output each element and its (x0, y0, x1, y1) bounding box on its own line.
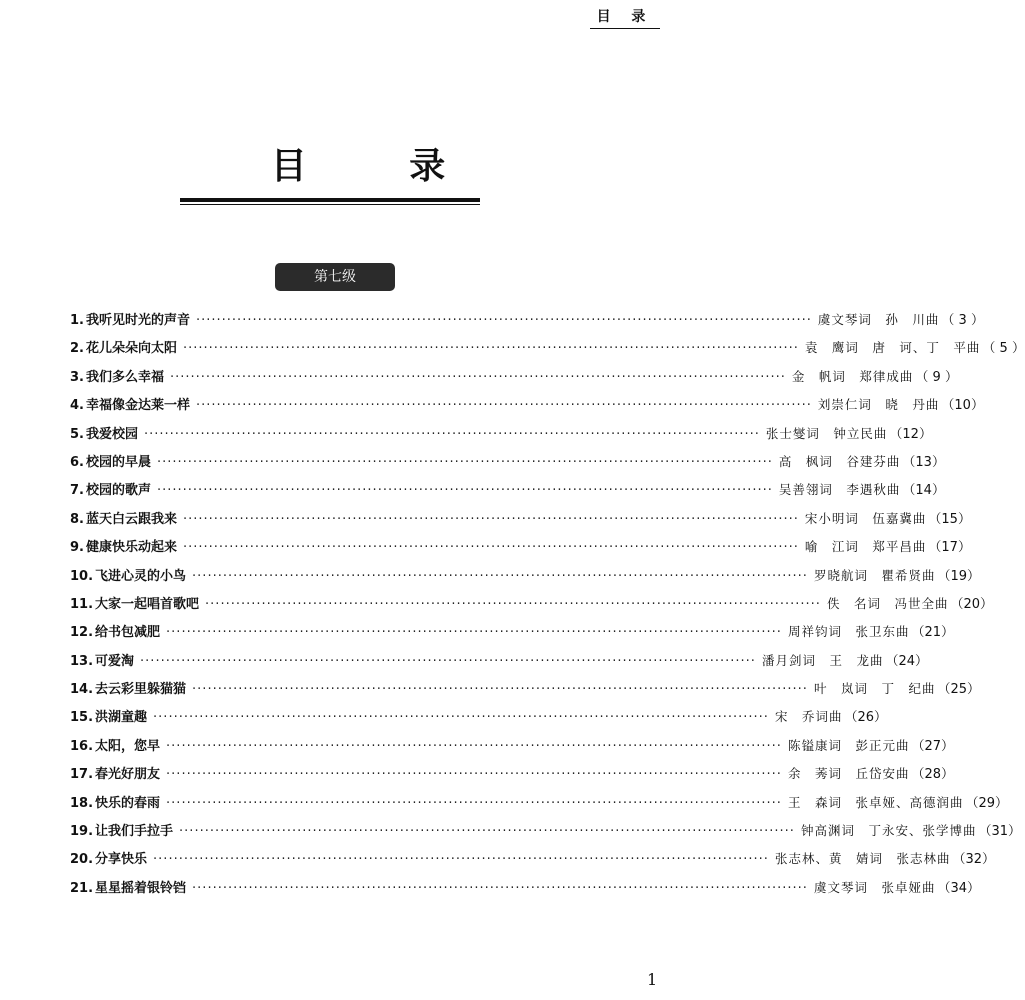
toc-entry-title: 可爱淘 (95, 653, 135, 669)
toc-entry-number: 7. (70, 483, 84, 499)
level-badge: 第七级 (275, 263, 395, 291)
toc-entry-title: 校园的歌声 (85, 483, 151, 499)
toc-entry (70, 479, 945, 507)
dot-leader: ························································································································ (166, 795, 782, 811)
toc-entry-number: 20. (70, 852, 94, 868)
toc-entry-number: 21. (70, 880, 94, 896)
toc-entry-number: 1. (70, 313, 84, 328)
toc-entry (70, 536, 971, 564)
toc-entry-page: （15） (928, 511, 971, 527)
toc-entry-title: 校园的早晨 (85, 454, 151, 470)
toc-entry-title: 我爱校园 (85, 426, 138, 442)
dot-leader: ························································································································ (192, 568, 808, 584)
toc-entry-page: （25） (937, 682, 980, 698)
toc-entry-page: （32） (952, 852, 995, 868)
toc-entry (70, 565, 980, 593)
dot-leader: ························································································································ (192, 880, 808, 896)
toc-entry (70, 678, 980, 706)
toc-entry (70, 735, 954, 763)
toc-entry-credits: 袁 鹰词 唐 诃、丁 平曲 (804, 340, 981, 356)
toc-entry-credits: 王 森词 张卓娅、高德润曲 (787, 794, 964, 810)
toc-entry (70, 650, 928, 678)
dot-leader: ························································································································ (170, 369, 786, 385)
toc-entry-credits: 张士燮词 钟立民曲 (765, 425, 888, 441)
toc-entry-credits: 佚 名词 冯世全曲 (826, 595, 949, 611)
toc-entry-number: 19. (70, 824, 94, 840)
toc-entry (70, 877, 980, 905)
toc-entry-number: 3. (70, 369, 84, 385)
toc-entry-page: （29） (965, 795, 1008, 811)
dot-leader: ························································································································ (196, 313, 812, 328)
toc-entry-number: 17. (70, 767, 94, 783)
toc-entry (70, 366, 958, 394)
dot-leader: ························································································································ (183, 341, 799, 357)
toc-entry-page: （17） (928, 540, 971, 556)
toc-entry-number: 11. (70, 596, 94, 612)
toc-entry-credits: 余 莠词 丘岱安曲 (787, 766, 910, 782)
toc-entry-page: （20） (950, 596, 993, 612)
toc-entry (70, 508, 971, 536)
toc-entry-page: （21） (911, 625, 954, 641)
toc-entry-number: 6. (70, 454, 84, 470)
dot-leader: ························································································································ (153, 710, 769, 726)
toc-entry (70, 621, 954, 649)
toc-entry-credits: 宋小明词 伍嘉冀曲 (804, 510, 927, 526)
toc-entry-credits: 吴善翎词 李遇秋曲 (778, 482, 901, 498)
toc-entry-page: （12） (889, 426, 932, 442)
toc-entry (70, 451, 945, 479)
toc-entry-title: 分享快乐 (95, 852, 148, 868)
toc-entry-number: 12. (70, 625, 94, 641)
toc-entry-title: 蓝天白云跟我来 (85, 511, 177, 527)
dot-leader: ························································································································ (153, 852, 769, 868)
toc-entry-page: （14） (902, 483, 945, 499)
dot-leader: ························································································································ (166, 738, 782, 754)
toc-entry-number: 10. (70, 568, 94, 584)
dot-leader: ························································································································ (196, 398, 812, 414)
toc-entry (70, 309, 984, 337)
toc-entry-credits: 张志林、黄 婧词 张志林曲 (774, 851, 951, 867)
toc-entry-credits: 叶 岚词 丁 纪曲 (813, 681, 936, 697)
toc-entry-number: 2. (70, 341, 84, 357)
toc-entry (70, 394, 984, 422)
toc-entry-page: （28） (911, 767, 954, 783)
toc-entry-title: 春光好朋友 (95, 767, 161, 783)
toc-entry-credits: 钟高渊词 丁永安、张学博曲 (800, 823, 977, 839)
title-rule-thin (180, 204, 480, 205)
toc-entry-number: 13. (70, 653, 94, 669)
toc-entry (70, 706, 887, 734)
toc-entry (70, 763, 954, 791)
toc-entry-page: （26） (844, 710, 887, 726)
dot-leader: ························································································································ (140, 653, 756, 669)
toc-entry-title: 幸福像金达莱一样 (85, 398, 190, 414)
toc-entry-page: （ 5 ） (982, 341, 1025, 357)
toc-entry-credits: 罗晓航词 瞿希贤曲 (813, 567, 936, 583)
toc-entry (70, 820, 1021, 848)
dot-leader: ························································································································ (144, 426, 760, 442)
toc-entry-credits: 陈镒康词 彭正元曲 (787, 737, 910, 753)
toc-entry-title: 太阳，您早 (95, 738, 161, 754)
toc-entry (70, 593, 993, 621)
toc-entry-title: 快乐的春雨 (95, 795, 161, 811)
toc-entry-page: （24） (885, 653, 928, 669)
toc-entry (70, 423, 932, 451)
dot-leader: ························································································································ (183, 540, 799, 556)
toc-entry-title: 大家一起唱首歌吧 (95, 596, 200, 612)
toc-entry-number: 9. (70, 540, 84, 556)
toc-entry-number: 18. (70, 795, 94, 811)
dot-leader: ························································································································ (179, 824, 795, 840)
toc-entry-credits: 金 帆词 郑律成曲 (791, 368, 914, 384)
running-head: 目 录 (590, 6, 660, 29)
dot-leader: ························································································································ (157, 454, 773, 470)
toc-entry-title: 星星摇着银铃铛 (95, 880, 187, 896)
toc-entry-title: 花儿朵朵向太阳 (85, 341, 177, 357)
toc-entry-page: （31） (978, 824, 1021, 840)
toc-entry-credits: 喻 江词 郑平昌曲 (804, 539, 927, 555)
page-number: 1 (647, 970, 658, 989)
toc-entry-title: 飞进心灵的小鸟 (95, 568, 187, 584)
dot-leader: ························································································································ (157, 483, 773, 499)
toc-entry-page: （27） (911, 738, 954, 754)
toc-entry-page: （19） (937, 568, 980, 584)
toc-entry-title: 让我们手拉手 (95, 824, 174, 840)
toc-entry-credits: 周祥钧词 张卫东曲 (787, 624, 910, 640)
toc-entry-number: 15. (70, 710, 94, 726)
dot-leader: ························································································································ (205, 596, 821, 612)
toc-entry-page: （ 3 ） (941, 313, 984, 328)
toc-entry-credits: 宋 乔词曲 (774, 709, 843, 725)
toc-entry-credits: 虞文琴词 张卓娅曲 (813, 879, 936, 895)
toc-entry-credits: 高 枫词 谷建芬曲 (778, 453, 901, 469)
toc-entry-number: 4. (70, 398, 84, 414)
toc-entry-title: 给书包减肥 (95, 625, 161, 641)
toc-entry-page: （34） (937, 880, 980, 896)
dot-leader: ························································································································ (183, 511, 799, 527)
toc-entry-page: （13） (902, 454, 945, 470)
dot-leader: ························································································································ (192, 682, 808, 698)
toc-entry (70, 337, 1025, 365)
toc-entry-page: （10） (941, 398, 984, 414)
toc-entry-number: 8. (70, 511, 84, 527)
toc-entry-number: 14. (70, 682, 94, 698)
toc-entry (70, 848, 995, 876)
toc-entry-title: 洪湖童趣 (95, 710, 148, 726)
toc-entry-credits: 刘崇仁词 晓 丹曲 (817, 397, 940, 413)
toc-entry-credits: 潘月剑词 王 龙曲 (761, 652, 884, 668)
title-rule-thick (180, 198, 480, 202)
toc-entry-number: 5. (70, 426, 84, 442)
toc-list (70, 309, 1025, 905)
dot-leader: ························································································································ (166, 767, 782, 783)
toc-entry-number: 16. (70, 738, 94, 754)
toc-entry-title: 去云彩里躲猫猫 (95, 682, 187, 698)
toc-entry-title: 我们多么幸福 (85, 369, 164, 385)
toc-entry (70, 792, 1008, 820)
toc-entry-page: （ 9 ） (915, 369, 958, 385)
title-rule (180, 198, 480, 205)
page-title: 目 录 (270, 145, 446, 187)
toc-entry-credits: 虞文琴词 孙 川曲 (817, 312, 940, 327)
toc-entry-title: 我听见时光的声音 (85, 313, 190, 328)
toc-entry-title: 健康快乐动起来 (85, 540, 177, 556)
dot-leader: ························································································································ (166, 625, 782, 641)
